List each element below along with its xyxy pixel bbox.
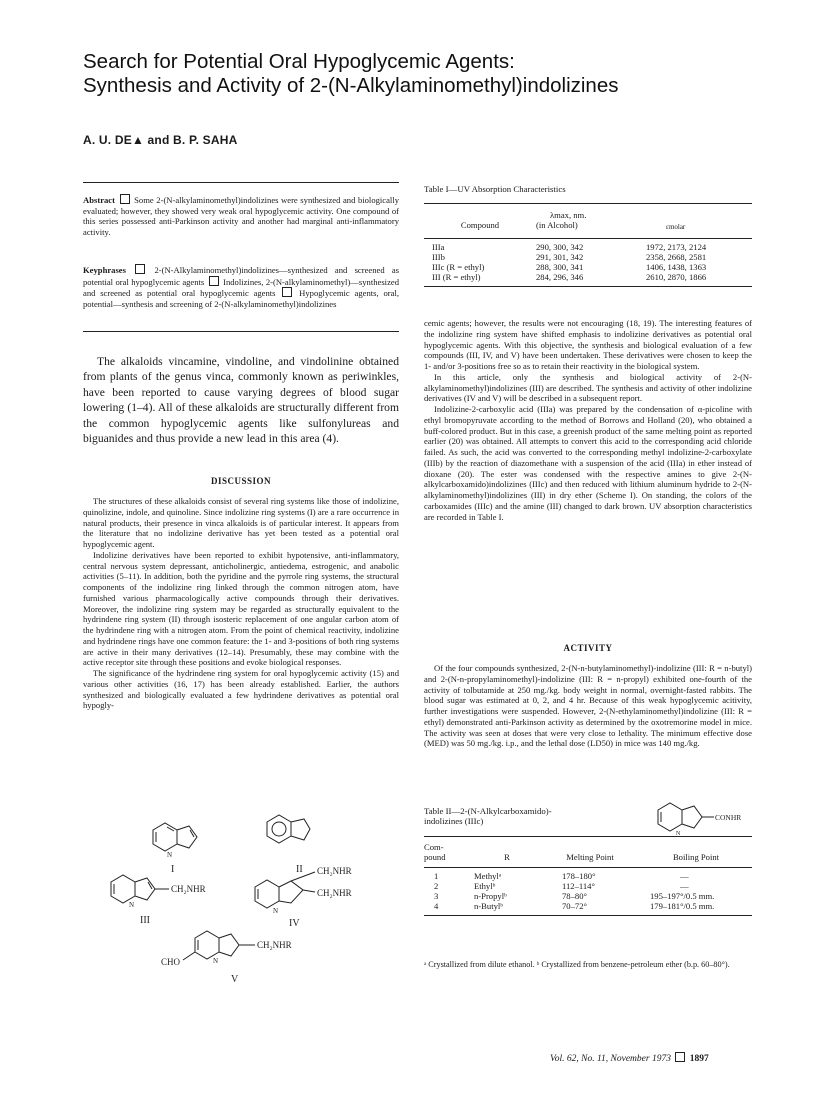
structure-IV (255, 866, 352, 929)
abstract-bottom-rule (83, 331, 399, 332)
structure-II (267, 815, 310, 875)
activity-paragraph: Of the four compounds synthesized, 2-(N-n-butylaminomethyl)-indolizine (III: R = n-butyl) and 2-(N-n-propylaminomethyl)-indolizine (III: R = n-propyl) exhibited one-fourth of the activity of tolbutamide at 250 mg./kg. body weight in normal, overnight-fasted rabbits. The blood sugar was estimated at 0, 2, and 4 hr. Because of this weak hypoglycemic acitivity, further investigations were suspended. However, 2-(N-ethylaminomethyl)indolizine (III: R = ethyl) demonstrated anti-Parkinson activity as determined by the oxotremorine model in mice. The activity was seen at doses that were very close to lethality. The minimum effective dose (MED) was 50 mg./kg. i.p., and the lethal dose (LD50) in mice was 140 mg./kg. (424, 663, 752, 749)
table2-structure (648, 800, 752, 836)
discussion-body (83, 496, 399, 711)
authors: A. U. DE▲ and B. P. SAHA (83, 133, 238, 147)
table2-footnote: ᵃ Crystallized from dilute ethanol. ᵇ Crystallized from benzene-petroleum ether (b.p. 60–80°). (424, 960, 730, 969)
table1-cell: IIIc (R = ethyl) (432, 262, 485, 272)
chemical-structures (83, 810, 403, 1060)
table1-cell: 291, 301, 342 (536, 252, 584, 262)
right-column-body (424, 318, 752, 522)
table2-caption (424, 806, 552, 826)
table2-cell: 4 (434, 901, 439, 911)
table2-header (424, 842, 752, 862)
right-paragraph-2: Indolizine-2-carboxylic acid (IIIa) was prepared by the condensation of α-picoline with ethyl bromopyruvate according to the method of Borrows and Holland (20), who obtained a buff-colored product. But in this case, a greenish product of the same melting point as reported earlier (20) was obtained. All attempts to convert this acid to the corresponding acid chloride failed. As such, the acid was converted to the corresponding methyl indolizine-2-carboxylate (IIIb) by the reaction of diazomethane with a suspension of the acid (IIIa) in ether instead of dioxane (20). The ester was condensed with the respective amines to give 2-(N-alkylcarboxamido)indolizines (IIIc) and then reduced with lithium aluminum hydride to 2-(N-alkylaminomethyl)indolizines (III) in dry ether (Scheme I). On standing, the colors of the carboxamides (IIIc) and the amine (III) changed to dark brown. UV absorption characteristics are recorded in Table I. (424, 404, 752, 522)
table1-cell: 2358, 2668, 2581 (646, 252, 707, 262)
table1-head-lambda-1: λmax, nm. (550, 210, 587, 220)
table2-cell: 78–80° (562, 891, 587, 901)
atom-N: N (129, 901, 135, 909)
abstract-label: Abstract (83, 195, 115, 205)
table2-cell: 1 (434, 871, 439, 881)
table1-cell: 284, 296, 346 (536, 272, 584, 282)
table2-head-compound (424, 842, 474, 862)
abstract (83, 194, 399, 237)
table2-cell: 195–197°/0.5 mm. (650, 891, 715, 901)
group-conhr: CONHR (715, 813, 742, 822)
table1 (424, 210, 752, 287)
journal-citation: Vol. 62, No. 11, November 1973 (550, 1054, 671, 1064)
table2 (424, 842, 752, 916)
structure-I (153, 823, 197, 875)
table2-cell: Ethylᵇ (474, 881, 496, 891)
table2-cell: 179–181°/0.5 mm. (650, 901, 715, 911)
group-V-a: CH₂NHR (257, 940, 292, 950)
table2-cell: — (680, 881, 689, 891)
group-V-b: CHO (161, 957, 181, 967)
table1-cell: III (R = ethyl) (432, 272, 481, 282)
structure-III (111, 875, 206, 926)
table-row (424, 272, 752, 282)
table1-head-lambda-2: (in Alcohol) (536, 220, 578, 230)
discussion-paragraph-3: The significance of the hydrindene ring system for oral hypoglycemic activity (15) and various other activities (16, 17) has been already established. Earlier, the authors synthesized and biologically evaluated a few hydrindene derivatives as potential oral hypogly- (83, 668, 399, 711)
page-footer (550, 1052, 709, 1064)
table1-cell: 288, 300, 341 (536, 262, 584, 272)
discussion-paragraph-1: The structures of these alkaloids consist of several ring systems like those of indolizine, quinolizine, indole, and quinoline. Since indolizine ring systems (I) are a rare occurrence in natural products, their presence in vinca alkaloids is of particular interest. It appears from the literature that no indolizine derivative has yet been tested as a potential oral hypoglycemic agent. (83, 496, 399, 549)
table2-cell: 178–180° (562, 871, 596, 881)
table2-head-bp: Boiling Point (672, 852, 720, 862)
table2-cell: — (680, 871, 689, 881)
table2-top-rule (424, 836, 752, 837)
table-row (424, 881, 752, 891)
group-IV-a: CH₂NHR (317, 866, 352, 876)
table2-head-r: R (504, 852, 510, 862)
intro-paragraph: The alkaloids vincamine, vindoline, and vindolinine obtained from plants of the genus vinca, commonly known as periwinkles, have been reported to cause varying degrees of blood sugar lowering (1–4). All of these alkaloids are structurally different from the common hypoglycemic agents like sulfonylureas and biguanides and thus provide a new lead in this area (4). (83, 355, 399, 446)
keyphrase-3: Hypoglycemic agents, oral, potential—synthesis and screening of 2-(N-alkylaminomethyl)indolizines (83, 288, 399, 309)
box-icon (209, 276, 219, 286)
atom-N: N (676, 831, 681, 836)
structure-V (161, 931, 292, 985)
introduction (83, 354, 399, 446)
atom-N: N (167, 851, 173, 859)
keyphrase-1: 2-(N-Alkylaminomethyl)indolizines—synthesized and screened as potential oral hypoglycemic agents (83, 265, 400, 287)
table2-cell: 3 (434, 891, 439, 901)
table1-head-lambda (536, 210, 646, 232)
title-line-2: Synthesis and Activity of 2-(N-Alkylaminomethyl)indolizines (83, 74, 619, 97)
abstract-top-rule (83, 182, 399, 183)
table1-head-compound: Compound (460, 220, 500, 230)
label-V: V (231, 974, 239, 985)
table1-cell: 1972, 2173, 2124 (646, 242, 707, 252)
keyphrases-label: Keyphrases (83, 265, 126, 275)
table2-head-mp: Melting Point (566, 852, 614, 862)
activity-body (424, 663, 752, 749)
label-I: I (171, 864, 175, 875)
table2-caption-line-1: Table II—2-(N-Alkylcarboxamido)- (424, 806, 552, 816)
box-icon (675, 1052, 685, 1062)
table-row (424, 242, 752, 252)
discussion-heading: DISCUSSION (210, 476, 272, 486)
box-icon (282, 287, 292, 297)
right-paragraph-0: cemic agents; however, the results were not encouraging (18, 19). The interesting features of the indolizine ring system have shifted emphasis to indolizine derivatives as potential oral hypoglycemic agents. With this objective, the synthesis and biological evaluation of a few compounds (III, IV, and V) have been undertaken. These derivatives were chosen to keep the 1- and/or 3-positions free so as to retain their reactivity in the biological system. (424, 318, 752, 371)
label-III: III (140, 915, 150, 926)
table1-top-rule (424, 203, 752, 204)
table1-cell: 290, 300, 342 (536, 242, 584, 252)
keyphrases (83, 264, 399, 309)
table2-cell: Methylᵃ (474, 871, 502, 881)
group-III: CH₂NHR (171, 884, 206, 894)
table-row (424, 252, 752, 262)
atom-N: N (273, 907, 279, 915)
table1-cell: 2610, 2870, 1866 (646, 272, 707, 282)
table2-cell: 70–72° (562, 901, 587, 911)
abstract-text: Some 2-(N-alkylaminomethyl)indolizines were synthesized and biologically evaluated; however, they showed very weak oral hypoglycemic activity. One compound of this series possessed anti-Parkinson activity and another had marginal anti-inflammatory activity. (83, 195, 399, 237)
article-title (83, 50, 763, 98)
table2-head-compound-2: pound (424, 852, 446, 862)
table1-caption (424, 184, 566, 194)
table-row (424, 871, 752, 881)
table1-caption-text: Table I—UV Absorption Characteristics (424, 184, 566, 194)
table-row (424, 901, 752, 911)
page-number: 1897 (689, 1054, 709, 1064)
group-IV-b: CH₂NHR (317, 888, 352, 898)
table1-cell: IIIb (432, 252, 445, 262)
right-paragraph-1: In this article, only the synthesis and biological activity of 2-(N-alkylaminomethyl)indolizines (III) are described. The synthesis and activity of other indolizine derivatives (IV and V) will be described in a subsequent report. (424, 371, 752, 404)
label-IV: IV (289, 918, 300, 929)
table2-cell: 112–114° (562, 881, 595, 891)
table2-head-compound-1: Com- (424, 842, 444, 852)
table2-cell: n-Propylᵇ (474, 891, 507, 901)
table-row (424, 891, 752, 901)
table2-cell: 2 (434, 881, 439, 891)
atom-N: N (213, 957, 219, 965)
title-line-1: Search for Potential Oral Hypoglycemic Agents: (83, 50, 515, 73)
table2-caption-line-2: indolizines (IIIc) (424, 816, 484, 826)
discussion-paragraph-2: Indolizine derivatives have been reported to exhibit hypotensive, anti-inflammatory, central nervous system depressant, anticholinergic, antiedema, estrogenic, and anabolic activities (5–11). In addition, both the pyridine and the pyrrole ring systems, the structural components of the indolizine ring linked through the common nitrogen atom, have furnished various pharmacologically active compounds through their derivatives. Moreover, the indolizine ring system may be regarded as structurally equivalent to the hydrindene ring system (II) through isosteric replacement of one angular carbon atom of the hydrindene ring with a nitrogen atom. From the point of chemical reactivity, indolizine and hydrindene rings have one common feature: the 1- and 3-positions of both ring systems are active in their many derivatives (12–14). Presumably, these may combine with the active receptor site through these positions and evoke biological responses. (83, 549, 399, 668)
table1-head-epsilon: εmolar (666, 223, 686, 231)
box-icon (120, 194, 130, 204)
box-icon (135, 264, 145, 274)
table1-header (424, 210, 752, 232)
activity-heading: ACTIVITY (563, 643, 613, 653)
table1-cell: 1406, 1438, 1363 (646, 262, 707, 272)
label-II: II (296, 864, 303, 875)
table2-cell: n-Butylᵇ (474, 901, 503, 911)
table-row (424, 262, 752, 272)
keyphrase-2: Indolizines, 2-(N-alkylaminomethyl)—synthesized and screened as potential oral hypoglycemic agents (83, 276, 399, 299)
table1-cell: IIIa (432, 242, 445, 252)
